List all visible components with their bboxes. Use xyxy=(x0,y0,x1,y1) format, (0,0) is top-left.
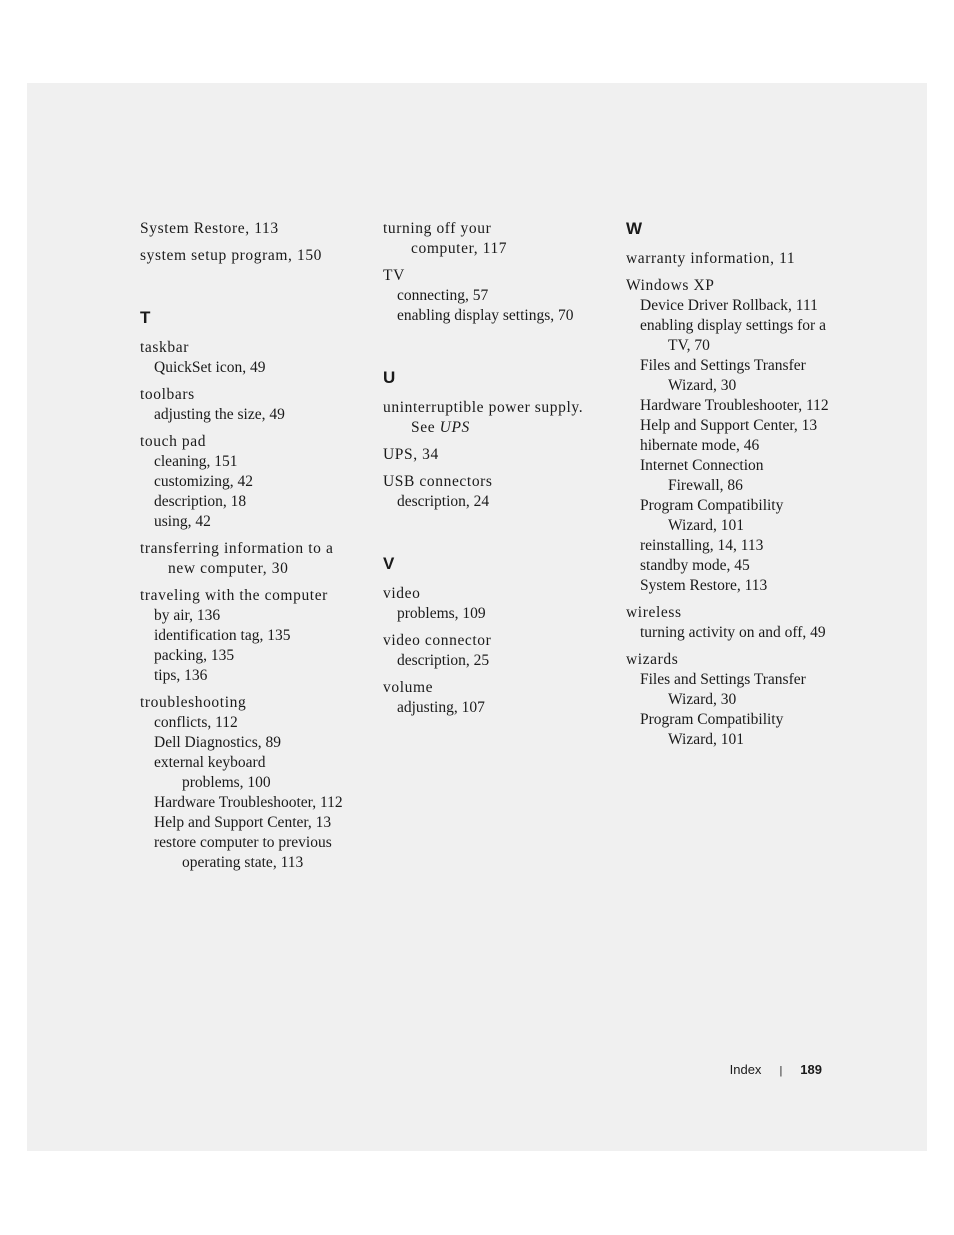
index-subentry: hibernate mode, 46 xyxy=(640,437,760,454)
index-entry: video connector xyxy=(383,632,492,649)
index-subentry: packing, 135 xyxy=(154,647,235,664)
index-entry: wizards xyxy=(626,651,679,668)
index-subentry: Program Compatibility xyxy=(640,497,784,514)
index-subentry-continuation: operating state, 113 xyxy=(182,854,304,871)
index-subentry: customizing, 42 xyxy=(154,473,254,490)
index-entry: troubleshooting xyxy=(140,694,247,711)
index-entry: toolbars xyxy=(140,386,195,403)
index-column-3 xyxy=(626,219,861,750)
index-subentry: external keyboard xyxy=(154,754,266,771)
index-subentry-continuation: Firewall, 86 xyxy=(668,477,743,494)
index-subentry: restore computer to previous xyxy=(154,834,332,851)
section-letter-v: V xyxy=(383,554,395,573)
index-subentry: enabling display settings for a xyxy=(640,317,826,334)
index-subentry: enabling display settings, 70 xyxy=(397,307,574,324)
index-entry: taskbar xyxy=(140,339,189,356)
index-entry: uninterruptible power supply. xyxy=(383,399,584,416)
index-subentry: Hardware Troubleshooter, 112 xyxy=(640,397,829,414)
index-subentry: Help and Support Center, 13 xyxy=(640,417,818,434)
index-subentry: System Restore, 113 xyxy=(640,577,768,594)
index-entry: transferring information to a xyxy=(140,540,334,557)
index-entry: volume xyxy=(383,679,434,696)
index-column-1 xyxy=(140,219,365,873)
index-subentry: QuickSet icon, 49 xyxy=(154,359,266,376)
index-subentry: description, 18 xyxy=(154,493,247,510)
index-entry: UPS, 34 xyxy=(383,446,439,463)
index-subentry: identification tag, 135 xyxy=(154,627,291,644)
index-subentry: conflicts, 112 xyxy=(154,714,238,731)
index-subentry-continuation: Wizard, 101 xyxy=(668,731,744,748)
footer-section-label: Index xyxy=(729,1062,762,1077)
index-entry: system setup program, 150 xyxy=(140,247,323,264)
index-subentry: Files and Settings Transfer xyxy=(640,357,806,374)
index-subentry: cleaning, 151 xyxy=(154,453,238,470)
index-entry-continuation: new computer, 30 xyxy=(168,560,289,577)
index-column-2 xyxy=(383,219,608,718)
index-subentry: Device Driver Rollback, 111 xyxy=(640,297,818,314)
index-entry: System Restore, 113 xyxy=(140,220,279,237)
index-subentry: Hardware Troubleshooter, 112 xyxy=(154,794,343,811)
index-subentry: Help and Support Center, 13 xyxy=(154,814,332,831)
index-entry: Windows XP xyxy=(626,277,715,294)
footer-separator: | xyxy=(779,1065,783,1077)
index-subentry: adjusting the size, 49 xyxy=(154,406,285,423)
index-subentry-continuation: Wizard, 30 xyxy=(668,691,737,708)
index-subentry: connecting, 57 xyxy=(397,287,489,304)
page-footer xyxy=(700,1060,822,1081)
index-subentry: by air, 136 xyxy=(154,607,221,624)
index-subentry-continuation: TV, 70 xyxy=(668,337,710,354)
index-subentry: Dell Diagnostics, 89 xyxy=(154,734,281,751)
index-subentry: Files and Settings Transfer xyxy=(640,671,806,688)
index-entry: turning off your xyxy=(383,220,492,237)
index-subentry: turning activity on and off, 49 xyxy=(640,624,826,641)
index-subentry: using, 42 xyxy=(154,513,211,530)
index-subentry: description, 24 xyxy=(397,493,490,510)
index-subentry: adjusting, 107 xyxy=(397,699,485,716)
section-letter-t: T xyxy=(140,308,151,327)
index-subentry: description, 25 xyxy=(397,652,490,669)
index-entry: video xyxy=(383,585,421,602)
index-entry: traveling with the computer xyxy=(140,587,328,604)
see-label: See xyxy=(411,419,436,436)
index-subentry-continuation: Wizard, 30 xyxy=(668,377,737,394)
section-letter-u: U xyxy=(383,368,396,387)
page-number: 189 xyxy=(800,1062,822,1077)
index-entry: touch pad xyxy=(140,433,207,450)
index-subentry-continuation: problems, 100 xyxy=(182,774,271,791)
index-subentry: Internet Connection xyxy=(640,457,764,474)
index-subentry: reinstalling, 14, 113 xyxy=(640,537,764,554)
index-subentry-continuation: Wizard, 101 xyxy=(668,517,744,534)
index-entry: warranty information, 11 xyxy=(626,250,796,267)
section-letter-w: W xyxy=(626,219,643,238)
index-entry: wireless xyxy=(626,604,682,621)
index-entry: USB connectors xyxy=(383,473,493,490)
index-subentry: standby mode, 45 xyxy=(640,557,750,574)
index-subentry: tips, 136 xyxy=(154,667,208,684)
see-target: UPS xyxy=(439,419,470,436)
index-entry: TV xyxy=(383,267,405,284)
see-reference xyxy=(383,418,608,438)
index-entry-continuation: computer, 117 xyxy=(411,240,508,257)
index-subentry: Program Compatibility xyxy=(640,711,784,728)
index-subentry: problems, 109 xyxy=(397,605,486,622)
